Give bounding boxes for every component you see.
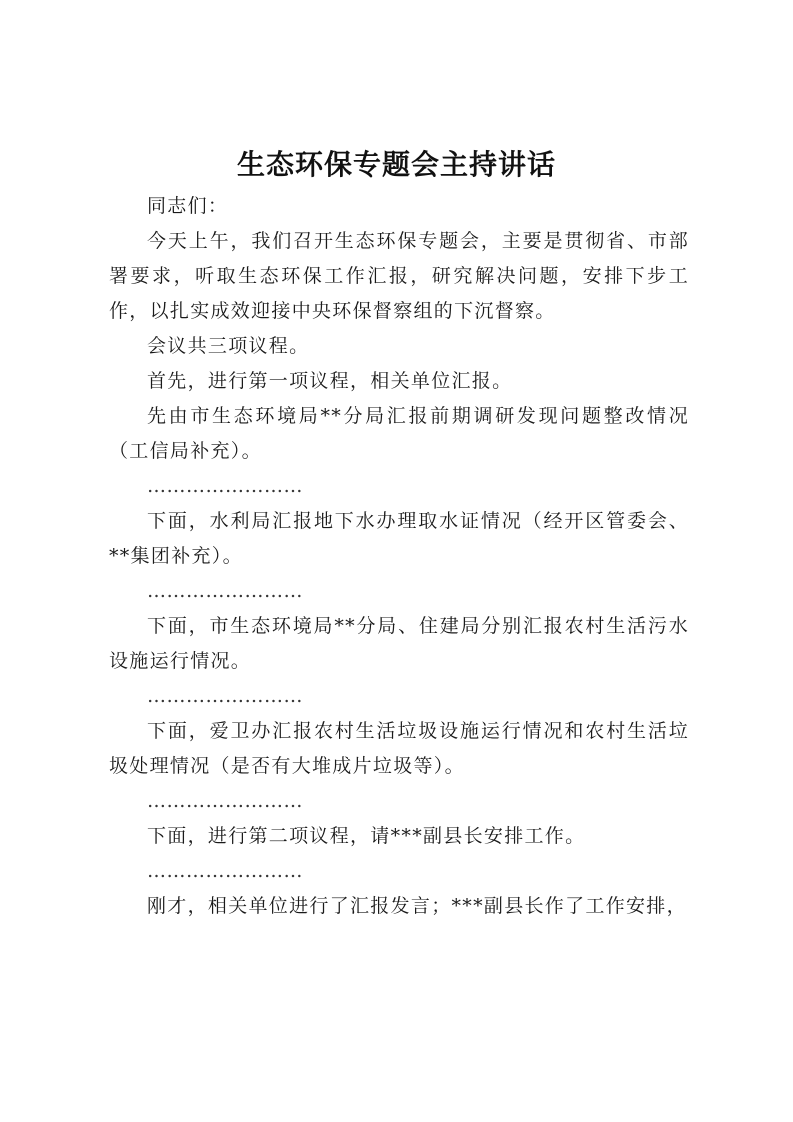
document-body	[109, 189, 689, 924]
paragraph-opening: 今天上午，我们召开生态环保专题会，主要是贯彻省、市部署要求，听取生态环保工作汇报，研究解决问题，安排下步工作，以扎实成效迎接中央环保督察组的下沉督察。	[109, 230, 689, 322]
paragraph-item-one: 首先，进行第一项议程，相关单位汇报。	[147, 370, 513, 392]
ellipsis-line: ……………………	[147, 685, 303, 707]
paragraph-report-water: 下面，水利局汇报地下水办理取水证情况（经开区管委会、**集团补充）。	[109, 510, 689, 567]
paragraph-report-sewage: 下面，市生态环境局**分局、住建局分别汇报农村生活污水设施运行情况。	[109, 615, 689, 672]
ellipsis-line: ……………………	[147, 860, 303, 882]
document-title: 生态环保专题会主持讲话	[236, 148, 556, 181]
paragraph-report-eco: 先由市生态环境局**分局汇报前期调研发现问题整改情况（工信局补充）。	[109, 405, 689, 462]
paragraph-item-two: 下面，进行第二项议程，请***副县长安排工作。	[147, 825, 586, 847]
ellipsis-line: ……………………	[147, 475, 303, 497]
paragraph-report-garbage: 下面，爱卫办汇报农村生活垃圾设施运行情况和农村生活垃圾处理情况（是否有大堆成片垃圾等）。	[109, 720, 689, 777]
salutation: 同志们：	[147, 195, 229, 217]
paragraph-agenda: 会议共三项议程。	[147, 335, 310, 357]
paragraph-summary: 刚才，相关单位进行了汇报发言；***副县长作了工作安排，	[147, 895, 687, 917]
ellipsis-line: ……………………	[147, 580, 303, 602]
ellipsis-line: ……………………	[147, 790, 303, 812]
